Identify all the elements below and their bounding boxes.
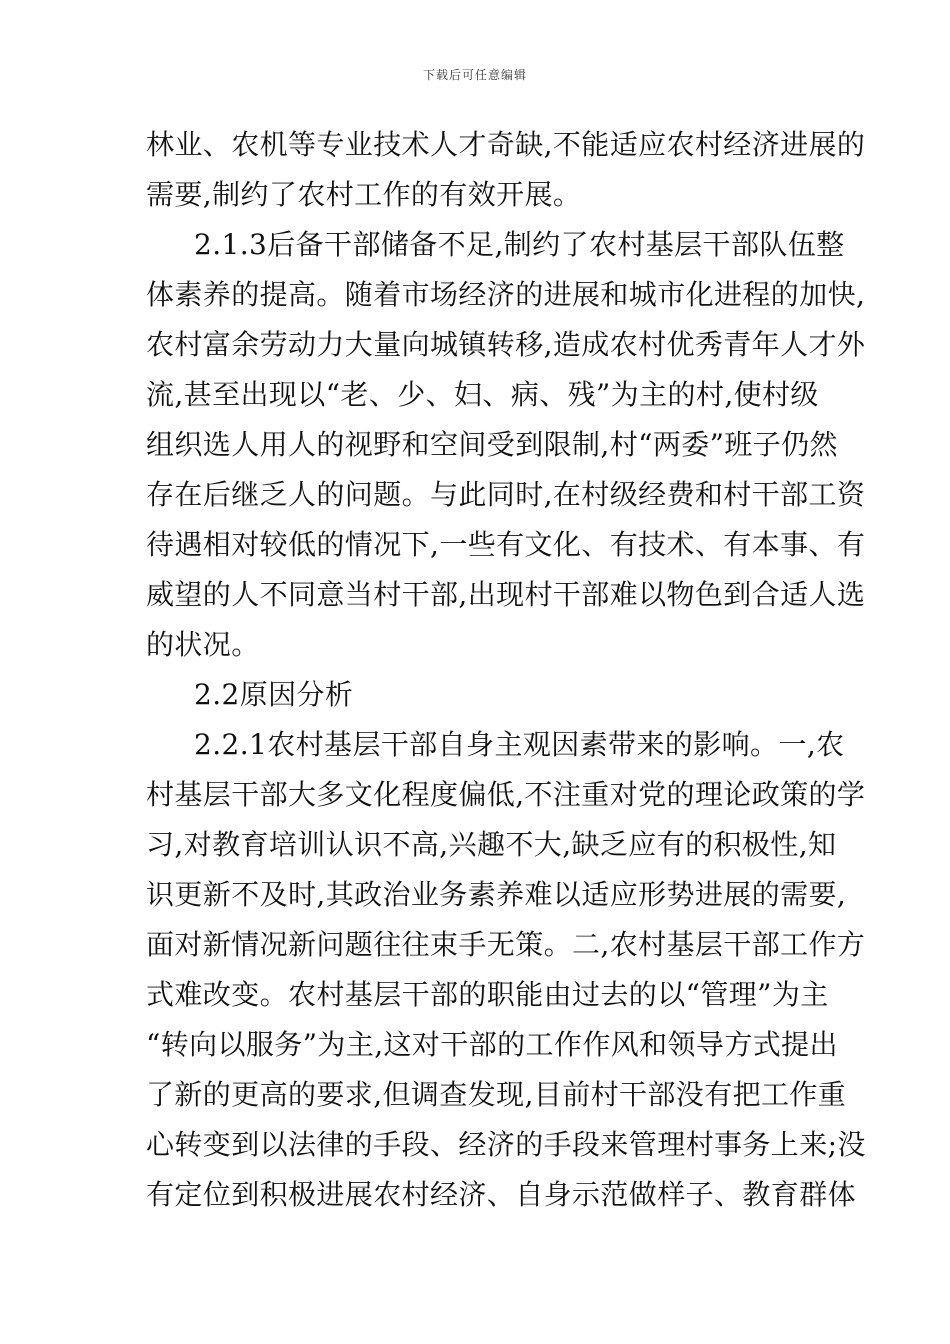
paragraph-line: 农村富余劳动力大量向城镇转移,造成农村优秀青年人才外 <box>146 328 866 361</box>
paragraph-line: 习,对教育培训认识不高,兴趣不大,缺乏应有的积极性,知 <box>146 828 837 861</box>
paragraph-line: 2.1.3后备干部储备不足,制约了农村基层干部队伍整 <box>194 228 845 261</box>
paragraph-line: “转向以服务”为主,这对干部的工作作风和领导方式提出 <box>146 1028 838 1061</box>
paragraph-line: 式难改变。农村基层干部的职能由过去的以“管理”为主 <box>146 978 829 1011</box>
paragraph-line: 林业、农机等专业技术人才奇缺,不能适应农村经济进展的 <box>146 128 866 161</box>
paragraph-line: 需要,制约了农村工作的有效开展。 <box>146 178 582 211</box>
paragraph-line: 面对新情况新问题往往束手无策。二,农村基层干部工作方 <box>146 928 866 961</box>
paragraph-line: 待遇相对较低的情况下,一些有文化、有技术、有本事、有 <box>146 528 866 561</box>
paragraph-line: 村基层干部大多文化程度偏低,不注重对党的理论政策的学 <box>146 778 866 811</box>
paragraph-line: 存在后继乏人的问题。与此同时,在村级经费和村干部工资 <box>146 478 866 511</box>
paragraph-line: 心转变到以法律的手段、经济的手段来管理村事务上来;没 <box>146 1128 866 1161</box>
section-heading: 2.2原因分析 <box>194 678 354 711</box>
paragraph-line: 威望的人不同意当村干部,出现村干部难以物色到合适人选 <box>146 578 866 611</box>
paragraph-line: 组织选人用人的视野和空间受到限制,村“两委”班子仍然 <box>146 428 838 461</box>
paragraph-line: 的状况。 <box>146 628 260 661</box>
paragraph-line: 识更新不及时,其政治业务素养难以适应形势进展的需要, <box>146 878 847 911</box>
paragraph-line: 有定位到积极进展农村经济、自身示范做样子、教育群体 <box>146 1178 857 1211</box>
paragraph-line: 体素养的提高。随着市场经济的进展和城市化进程的加快, <box>146 278 866 311</box>
page-header: 下载后可任意编辑 <box>422 68 527 82</box>
paragraph-line: 2.2.1农村基层干部自身主观因素带来的影响。一,农 <box>194 728 845 761</box>
paragraph-line: 流,甚至出现以“老、少、妇、病、残”为主的村,使村级 <box>146 378 819 411</box>
paragraph-line: 了新的更高的要求,但调查发现,目前村干部没有把工作重 <box>146 1078 847 1111</box>
